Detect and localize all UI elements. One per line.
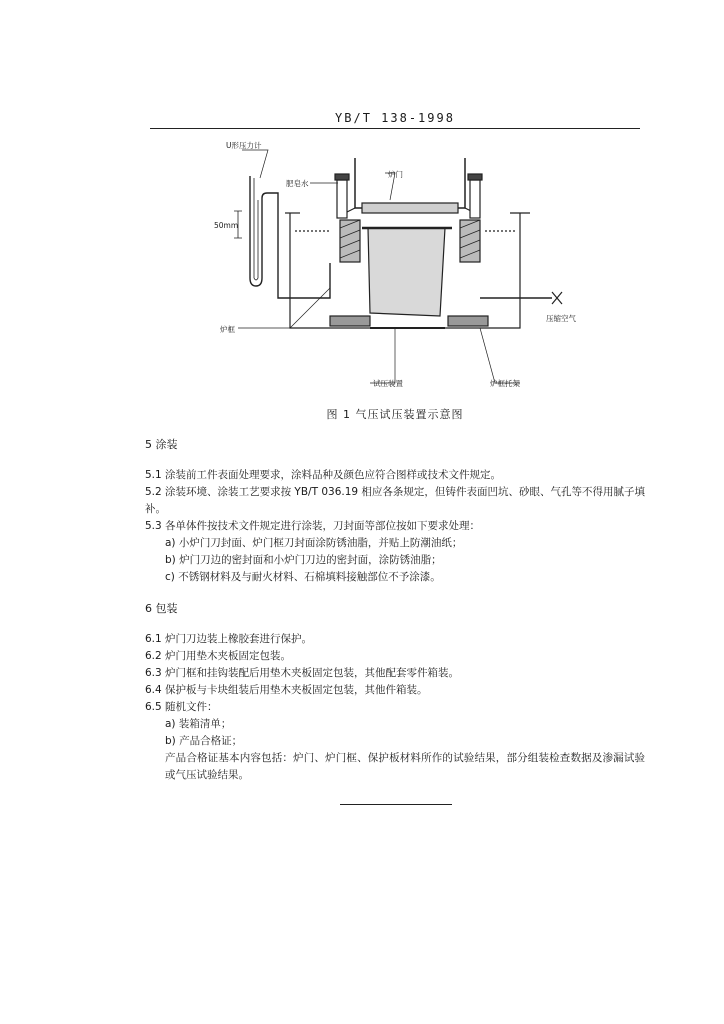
label-u-manometer: U形压力计 <box>226 141 262 150</box>
valve-icon <box>552 292 562 304</box>
header-rule <box>150 128 640 129</box>
figure-drawing <box>190 138 610 398</box>
leader-support <box>480 328 520 383</box>
right-support <box>448 316 488 326</box>
clause-6-5-b: b) 产品合格证； <box>165 735 243 747</box>
label-test-device: 试压装置 <box>373 379 403 388</box>
label-50mm: 50mm <box>214 221 239 230</box>
u-manometer-inner <box>254 178 258 280</box>
clause-5-2: 5.2 涂装环境、涂装工艺要求按 YB/T 036.19 相应各条规定，但铸件表面凹坑、砂眼、气孔等不得用腻子填补。 <box>145 486 645 515</box>
clause-5-1: 5.1 涂装前工件表面处理要求，涂料品种及颜色应符合图样或技术文件规定。 <box>145 469 502 481</box>
clause-6-1: 6.1 炉门刀边装上橡胶套进行保护。 <box>145 633 313 645</box>
left-screw <box>337 180 347 218</box>
clause-5-3-a: a) 小炉门刀封面、炉门框刀封面涂防锈油脂，并贴上防潮油纸； <box>165 537 463 549</box>
right-screw-head <box>468 174 482 180</box>
clause-6-2: 6.2 炉门用垫木夹板固定包装。 <box>145 650 292 662</box>
left-screw-head <box>335 174 349 180</box>
certificate-contents: 产品合格证基本内容包括：炉门、炉门框、保护板材料所作的试验结果，部分组装检查数据及渗漏试验或气压试验结果。 <box>165 752 645 781</box>
clause-5-3-b: b) 炉门刀边的密封面和小炉门刀边的密封面，涂防锈油脂； <box>165 554 442 566</box>
door-plate <box>362 203 458 213</box>
label-soap-water: 肥皂水 <box>286 179 309 188</box>
document-body <box>145 436 645 784</box>
left-support <box>330 316 370 326</box>
clause-6-5: 6.5 随机文件： <box>145 701 218 713</box>
label-frame: 炉框 <box>220 325 235 334</box>
figure-caption: 图 1 气压试压装置示意图 <box>326 408 464 421</box>
clause-6-4: 6.4 保护板与卡块组装后用垫木夹板固定包装，其他件箱装。 <box>145 684 428 696</box>
section-5-heading: 5 涂装 <box>145 438 178 451</box>
end-rule <box>340 804 452 805</box>
door-frame <box>355 158 465 208</box>
label-compressed-air: 压缩空气 <box>546 314 576 323</box>
label-frame-support: 炉框托架 <box>490 379 520 388</box>
figure-gas-pressure-test-device <box>190 138 610 398</box>
clause-5-3-c: c) 不锈钢材料及与耐火材料、石棉填料接触部位不予涂漆。 <box>165 571 441 583</box>
leader-frame <box>238 288 330 328</box>
clause-6-5-a: a) 装箱清单； <box>165 718 232 730</box>
leader-test <box>370 328 395 383</box>
section-6-heading: 6 包装 <box>145 602 178 615</box>
label-door: 炉门 <box>388 170 403 179</box>
clause-6-3: 6.3 炉门框和挂钩装配后用垫木夹板固定包装，其他配套零件箱装。 <box>145 667 460 679</box>
leader-u <box>242 150 268 178</box>
right-screw <box>470 180 480 218</box>
clause-5-3: 5.3 各单体件按技术文件规定进行涂装，刀封面等部位按如下要求处理： <box>145 520 481 532</box>
door-body <box>368 228 445 316</box>
document-header: YB/T 138-1998 <box>335 111 455 125</box>
